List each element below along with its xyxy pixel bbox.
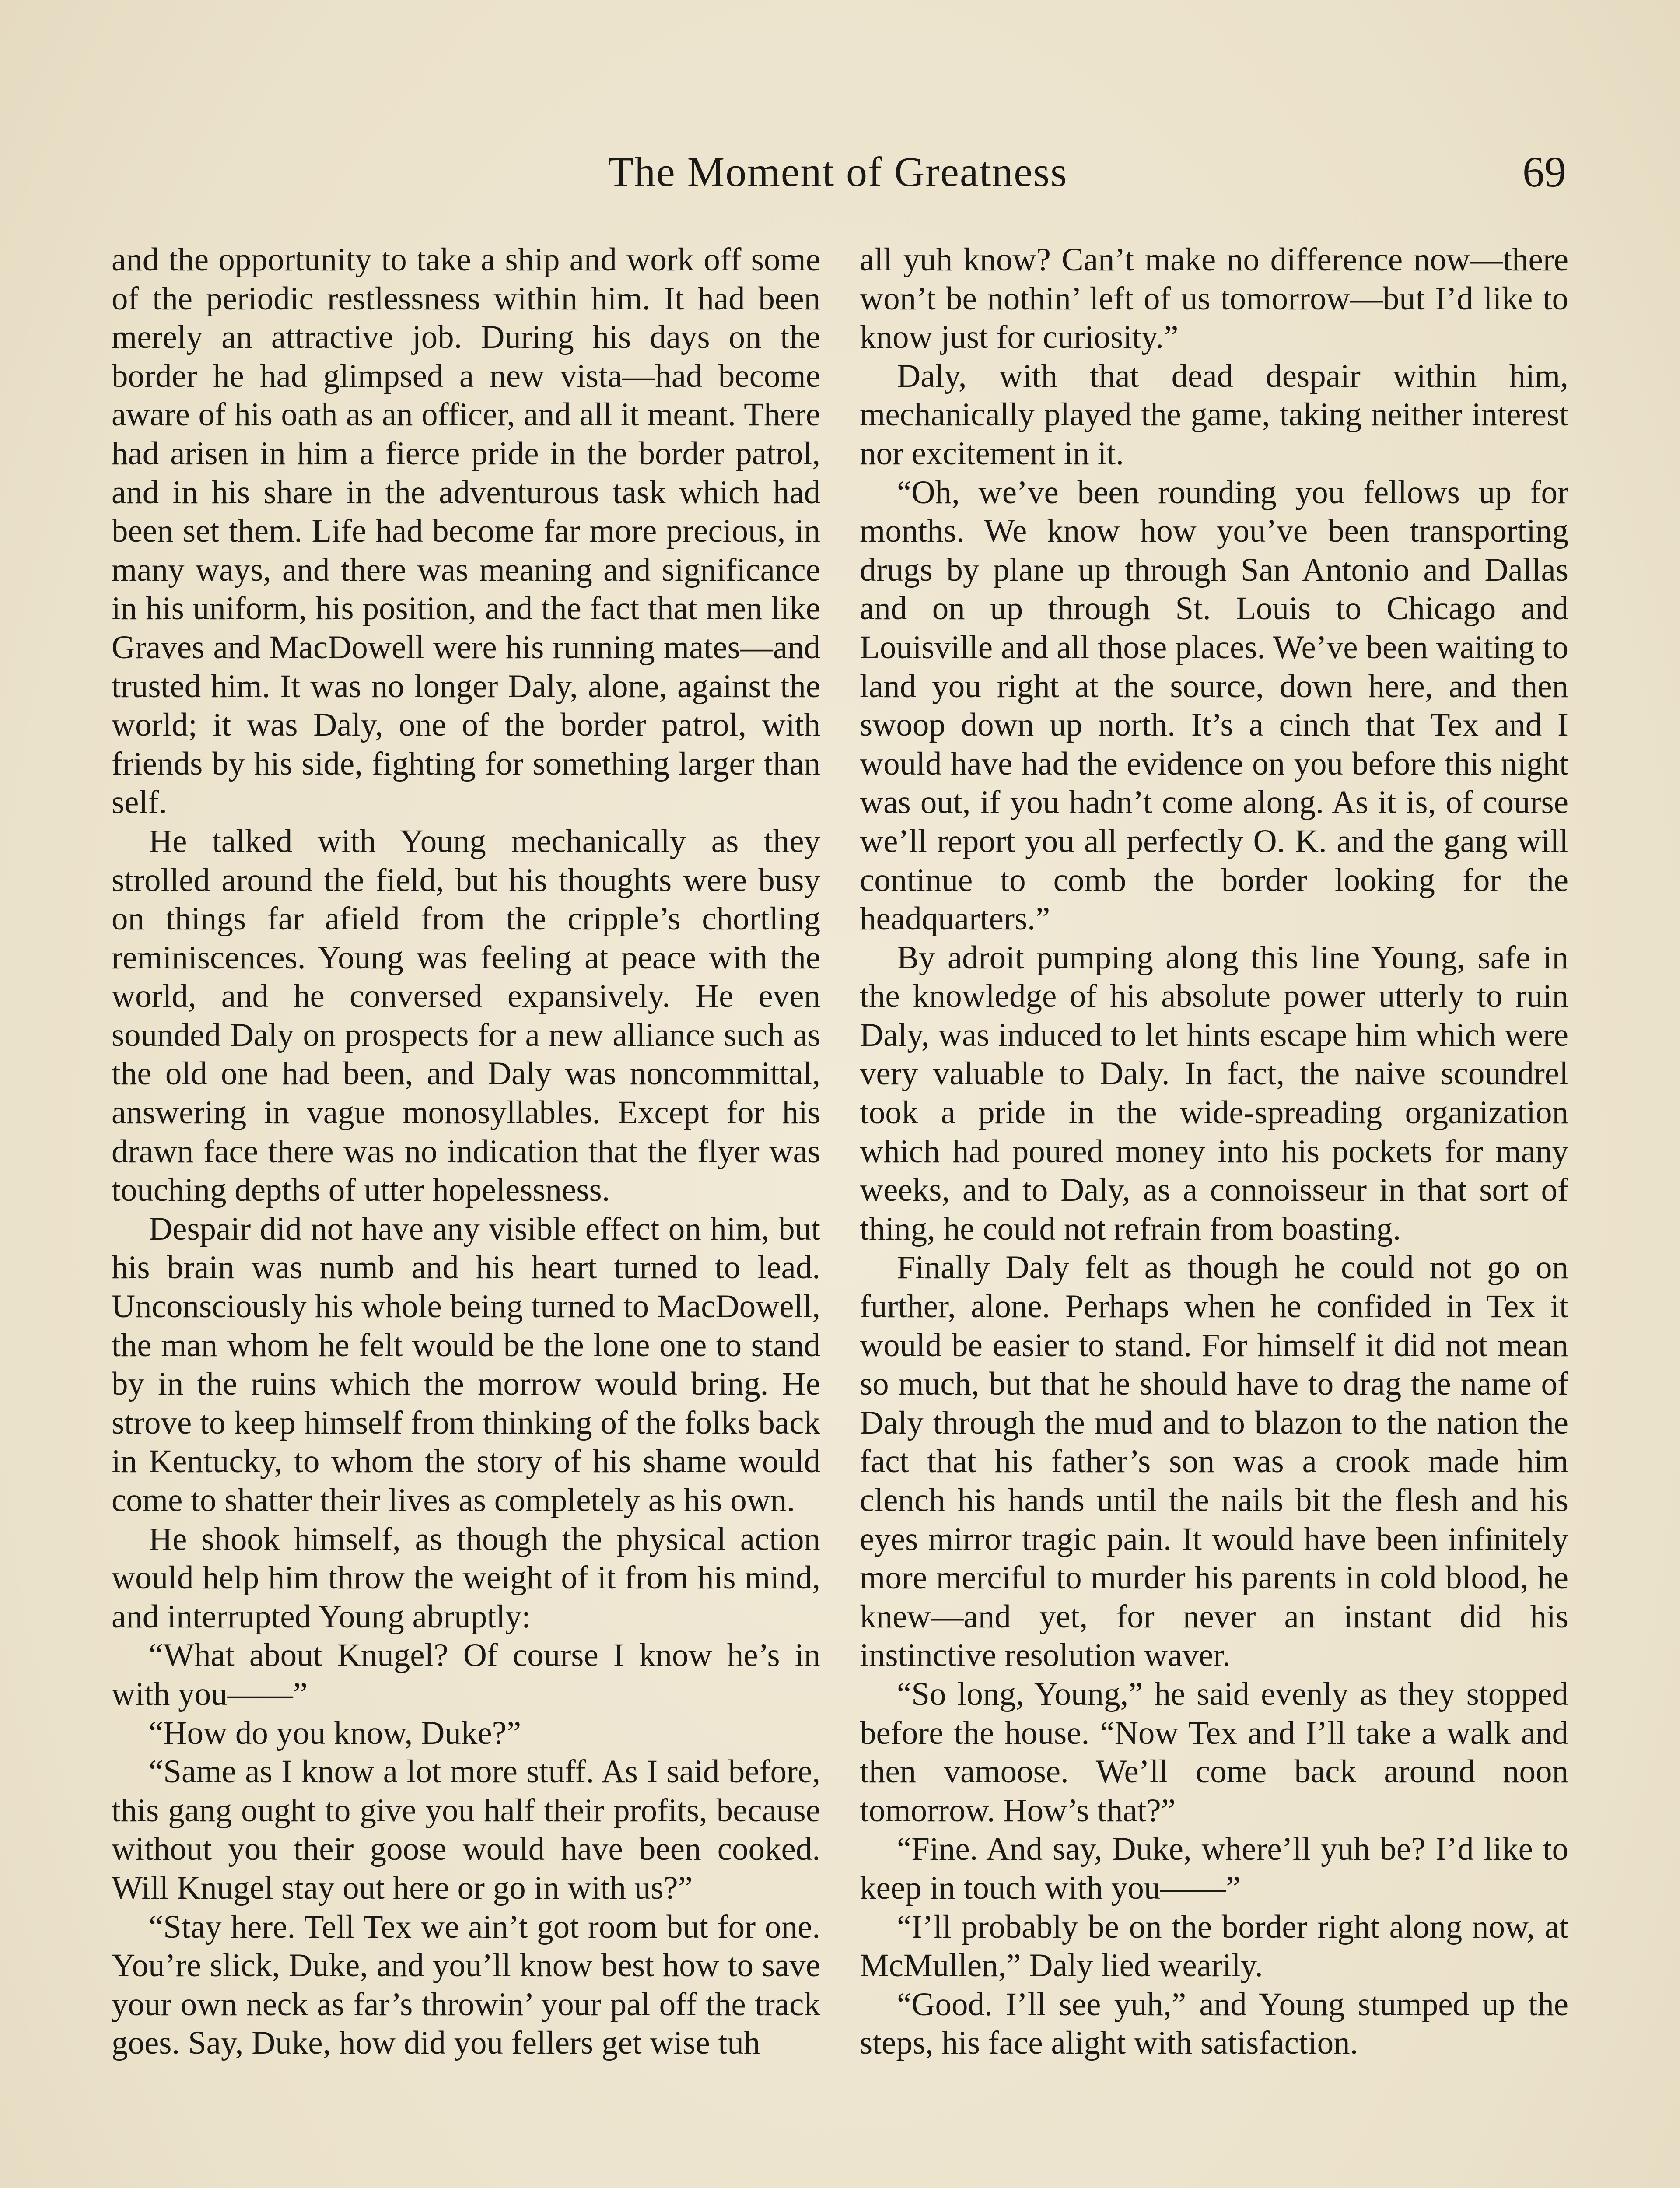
- paragraph: He shook himself, as though the physical action would help him throw the weight of it from his mind, and interrupted Young abruptly:: [112, 1521, 820, 1635]
- paragraph: Finally Daly felt as though he could not go on further, alone. Perhaps when he confided in Tex it would be easier to stand. For himself it did not mean so much, but that he should have to drag the name of Daly through the mud and to blazon to the nation the fact that his father’s son was a crook made him clench his hands until the nails bit the flesh and his eyes mirror tragic pain. It would have been infinitely more merciful to murder his parents in cold blood, he knew—and yet, for never an instant did his instinctive resolution waver.: [860, 1249, 1568, 1674]
- page-number: 69: [1522, 147, 1566, 196]
- paragraph: “So long, Young,” he said evenly as they stopped before the house. “Now Tex and I’ll take a walk and then vamoose. We’ll come back around noon tomorrow. How’s that?”: [860, 1676, 1568, 1829]
- paragraph: “How do you know, Duke?”: [149, 1715, 522, 1751]
- paragraph: all yuh know? Can’t make no difference now—there won’t be nothin’ left of us tomorrow—but I’d like to know just for curiosity.”: [860, 242, 1568, 356]
- running-title: The Moment of Greatness: [608, 148, 1068, 195]
- paragraph: By adroit pumping along this line Young, safe in the knowledge of his absolute power utterly to ruin Daly, was induced to let hints escape him which were very valuable to Daly. In fact, the naive scoundrel took a pride in the wide-spreading organization which had poured money into his pockets for many weeks, and to Daly, as a connoisseur in that sort of thing, he could not refrain from boasting.: [860, 939, 1568, 1247]
- page-header: [109, 139, 1566, 205]
- paragraph: and the opportunity to take a ship and work off some of the periodic restlessness within him. It had been merely an attractive job. During his days on the border he had glimpsed a new vista—had become aware of his oath as an officer, and all it meant. There had arisen in him a fierce pride in the border patrol, and in his share in the adventurous task which had been set them. Life had become far more precious, in many ways, and there was meaning and significance in his uniform, his position, and the fact that men like Graves and MacDowell were his running mates—and trusted him. It was no longer Daly, alone, against the world; it was Daly, one of the border patrol, with friends by his side, fighting for something larger than self.: [112, 242, 820, 821]
- paragraph: “What about Knugel? Of course I know he’s in with you——”: [112, 1637, 820, 1712]
- paragraph: “Stay here. Tell Tex we ain’t got room but for one. You’re slick, Duke, and you’ll know best how to save your own neck as far’s throwin’ your pal off the track goes. Say, Duke, how did you fellers get wise tuh: [112, 1908, 820, 2062]
- paragraph: Daly, with that dead despair within him, mechanically played the game, taking neither interest nor excitement in it.: [860, 358, 1568, 472]
- paragraph: “Same as I know a lot more stuff. As I said before, this gang ought to give you half their profits, because without you their goose would have been cooked. Will Knugel stay out here or go in with us?”: [112, 1753, 820, 1906]
- paragraph: “Fine. And say, Duke, where’ll yuh be? I’d like to keep in touch with you——”: [860, 1831, 1568, 1906]
- paragraph: “Good. I’ll see yuh,” and Young stumped up the steps, his face alight with satisfaction.: [860, 1986, 1568, 2062]
- left-column: [112, 241, 820, 2063]
- paragraph: “Oh, we’ve been rounding you fellows up for months. We know how you’ve been transporting drugs by plane up through San Antonio and Dallas and on up through St. Louis to Chicago and Louisville and all those places. We’ve been waiting to land you right at the source, down here, and then swoop down up north. It’s a cinch that Tex and I would have had the evidence on you before this night was out, if you hadn’t come along. As it is, of course we’ll report you all perfectly O. K. and the gang will continue to comb the border looking for the headquarters.”: [860, 474, 1568, 937]
- paragraph: “I’ll probably be on the border right along now, at McMullen,” Daly lied wearily.: [860, 1908, 1568, 1984]
- paragraph: He talked with Young mechanically as they strolled around the field, but his thoughts were busy on things far afield from the cripple’s chortling reminiscences. Young was feeling at peace with the world, and he conversed expansively. He even sounded Daly on prospects for a new alliance such as the old one had been, and Daly was noncommittal, answering in vague monosyllables. Except for his drawn face there was no indication that the flyer was touching depths of utter hopelessness.: [112, 823, 820, 1209]
- right-column: [860, 241, 1568, 2063]
- paragraph: Despair did not have any visible effect on him, but his brain was numb and his heart turned to lead. Unconsciously his whole being turned to MacDowell, the man whom he felt would be the lone one to stand by in the ruins which the morrow would bring. He strove to keep himself from thinking of the folks back in Kentucky, to whom the story of his shame would come to shatter their lives as completely as his own.: [112, 1210, 820, 1518]
